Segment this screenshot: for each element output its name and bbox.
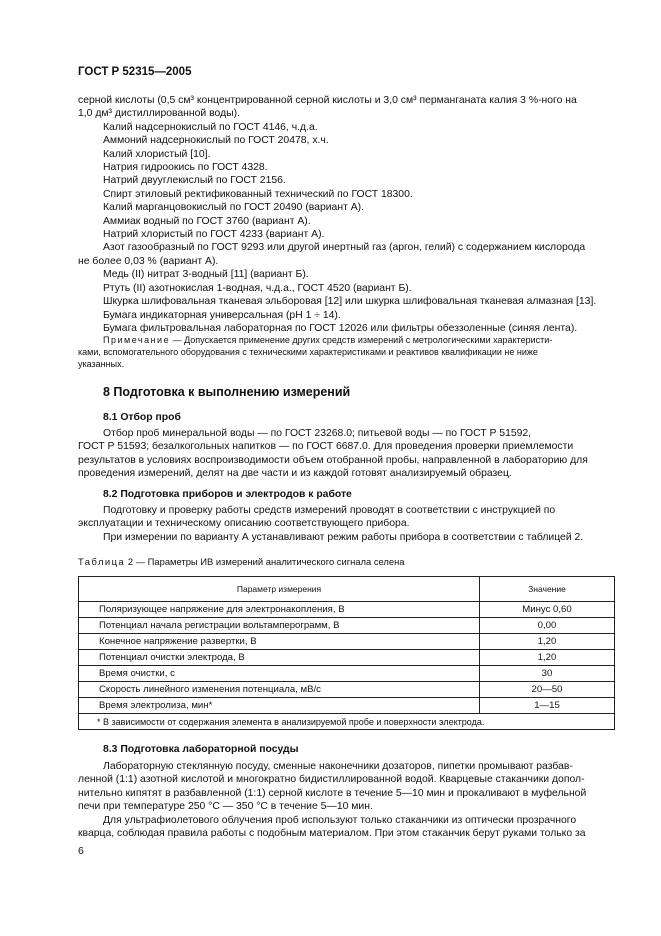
reagent-item: Спирт этиловый ректификованный технический по ГОСТ 18300.: [103, 188, 413, 200]
value-cell: 20—50: [480, 682, 615, 698]
section-8-3: [78, 744, 615, 840]
page-number: 6: [78, 846, 84, 857]
reagent-item: Аммиак водный по ГОСТ 3760 (вариант А).: [103, 215, 311, 227]
param-cell: Потенциал начала регистрации вольтамперограмм, В: [79, 618, 480, 634]
table-row: [79, 698, 615, 714]
table-caption: [78, 556, 615, 568]
reagent-item: Калий надсернокислый по ГОСТ 4146, ч.д.а.: [103, 121, 318, 133]
value-cell: Минус 0,60: [480, 602, 615, 618]
nitrogen-line: не более 0,03 % (вариант А).: [78, 255, 219, 267]
table-row: [79, 602, 615, 618]
table-row: [79, 682, 615, 698]
text-line: Подготовку и проверку работы средств измерений проводят в соответствии с инструкцией по: [103, 505, 556, 516]
note-line: [78, 334, 615, 346]
table-footnote-row: [79, 714, 615, 730]
intro-line: 1,0 дм³ дистиллированной воды).: [78, 108, 240, 120]
value-cell: 1,20: [480, 634, 615, 650]
intro-line: серной кислоты (0,5 см³ концентрированной серной кислоты и 3,0 см³ перманганата калия 3 %-ного на: [78, 95, 577, 106]
reagent-item: Ртуть (II) азотнокислая 1-водная, ч.д.а., ГОСТ 4520 (вариант Б).: [103, 282, 412, 294]
text-line: кварца, соблюдая правила работы с подобным материалом. При этом стаканчик берут руками только за: [78, 828, 586, 840]
note-text: — Допускается применение других средств измерений с метрологическими характеристи-: [172, 335, 553, 345]
param-cell: Конечное напряжение развертки, В: [79, 634, 480, 650]
param-cell: Скорость линейного изменения потенциала, мВ/с: [79, 682, 480, 698]
text-line: Отбор проб минеральной воды — по ГОСТ 23268.0; питьевой воды — по ГОСТ Р 51592,: [103, 428, 532, 439]
param-cell: Время электролиза, мин*: [79, 698, 480, 714]
table-header-cell: Параметр измерения: [79, 577, 480, 602]
reagent-item: Медь (II) нитрат 3-водный [11] (вариант Б).: [103, 269, 309, 281]
section-8-3-title: 8.3 Подготовка лабораторной посуды: [103, 744, 299, 755]
text-line: проведения измерений, делят на две части и из каждой готовят анализируемый образец.: [78, 468, 512, 480]
note-line: указанных.: [78, 359, 125, 369]
table-row: [79, 634, 615, 650]
note-block: [78, 334, 615, 370]
nitrogen-line: Азот газообразный по ГОСТ 9293 или другой инертный газ (аргон, гелий) с содержанием кислорода: [103, 242, 586, 254]
text-line: ГОСТ Р 51593; безалкогольных напитков — по ГОСТ 6687.0. Для проведения проверки приемлемости: [78, 441, 574, 453]
document-header: ГОСТ Р 52315—2005: [78, 66, 192, 78]
text-line: эксплуатации и техническому описанию соответствующего прибора.: [78, 518, 410, 530]
text-line: печи при температуре 250 °С — 350 °С в течение 5—10 мин.: [78, 801, 373, 813]
reagent-item: Натрия гидроокись по ГОСТ 4328.: [103, 162, 268, 174]
reagent-item: Калий хлористый [10].: [103, 148, 211, 160]
note-label: Примечание: [103, 335, 171, 345]
value-cell: 0,00: [480, 618, 615, 634]
intro-block: [78, 94, 615, 335]
table-row: [79, 666, 615, 682]
section-8-title: 8 Подготовка к выполнению измерений: [103, 385, 351, 399]
reagent-item: Бумага индикаторная универсальная (рН 1 ÷ 14).: [103, 309, 341, 321]
table-caption-label: Таблица: [78, 556, 126, 567]
text-line: нительно кипятят в разбавленной (1:1) серной кислоте в течение 5—10 мин и прокаливают в муфельной: [78, 787, 587, 799]
text-line: Для ультрафиолетового облучения проб используют только стаканчики из оптически прозрачного: [103, 814, 577, 826]
text-line: ленной (1:1) азотной кислотой и многократно бидистиллированной водой. Кварцевые стаканчики допол-: [78, 774, 585, 786]
reagent-item: Калий марганцовокислый по ГОСТ 20490 (вариант А).: [103, 202, 364, 214]
reagent-item: Натрий хлористый по ГОСТ 4233 (вариант А).: [103, 229, 325, 241]
section-8-1-title: 8.1 Отбор проб: [103, 412, 181, 423]
table-header-row: [79, 577, 615, 602]
param-cell: Поляризующее напряжение для электронакопления, В: [79, 602, 480, 618]
table-caption-text: 2 — Параметры ИВ измерений аналитического сигнала селена: [127, 556, 405, 567]
text-line: Лабораторную стеклянную посуду, сменные наконечники дозаторов, пипетки промывают разбав-: [103, 761, 573, 772]
table-footnote: * В зависимости от содержания элемента в анализируемой пробе и поверхности электрода.: [79, 714, 615, 730]
reagent-item: Бумага фильтровальная лабораторная по ГОСТ 12026 или фильтры обеззоленные (синяя лента).: [103, 322, 578, 334]
value-cell: 1—15: [480, 698, 615, 714]
table-row: [79, 650, 615, 666]
reagent-item: Натрий двууглекислый по ГОСТ 2156.: [103, 175, 286, 187]
table-header-cell: Значение: [480, 577, 615, 602]
value-cell: 30: [480, 666, 615, 682]
value-cell: 1,20: [480, 650, 615, 666]
section-8-2-title: 8.2 Подготовка приборов и электродов к работе: [103, 489, 352, 500]
text-line: При измерении по варианту А устанавливают режим работы прибора в соответствии с таблицей 2.: [103, 531, 584, 543]
parameters-table: [78, 576, 615, 730]
reagent-item: Аммоний надсернокислый по ГОСТ 20478, х.ч.: [103, 135, 329, 147]
section-8-2: [78, 489, 615, 544]
reagent-item: Шкурка шлифовальная тканевая эльборовая [12] или шкурка шлифовальная тканевая алмазная [13].: [103, 296, 597, 308]
param-cell: Потенциал очистки электрода, В: [79, 650, 480, 666]
table-row: [79, 618, 615, 634]
section-8-1: [78, 412, 615, 481]
param-cell: Время очистки, с: [79, 666, 480, 682]
text-line: результатов в условиях воспроизводимости объем отобранной пробы, направленной в лабораторию для: [78, 454, 588, 466]
note-line: ками, вспомогательного оборудования с техническими характеристиками и реактивов квалификации не ниже: [78, 347, 538, 357]
